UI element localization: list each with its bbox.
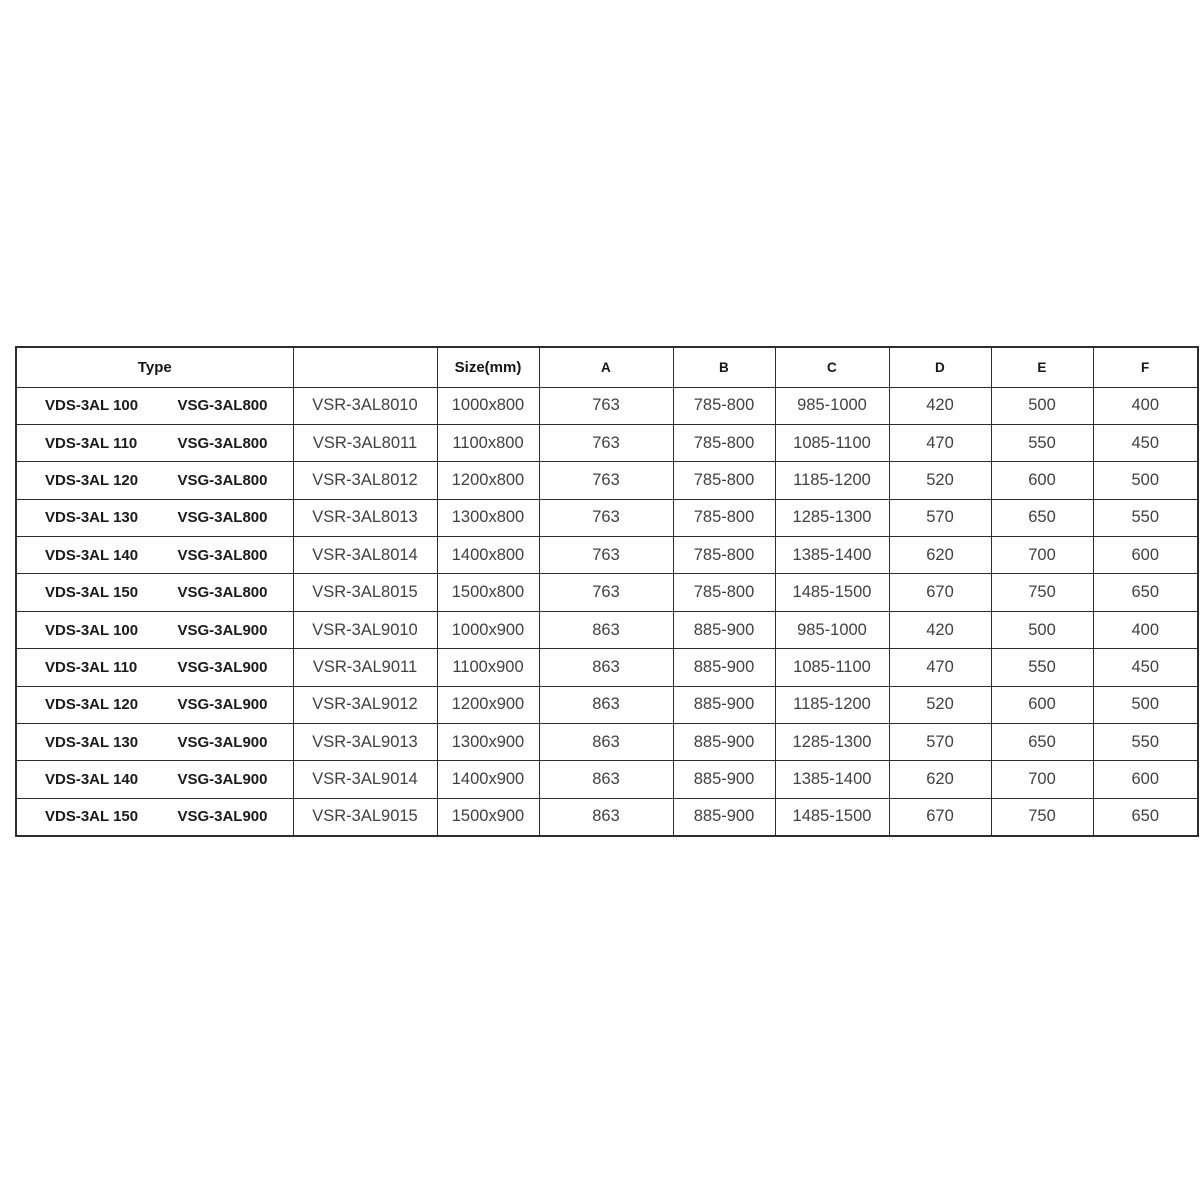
type-vds-label: VDS-3AL 130 [45, 733, 139, 751]
type-vds-label: VDS-3AL 120 [45, 471, 139, 489]
cell-dim-a: 763 [539, 424, 673, 461]
cell-dim-c: 1485-1500 [775, 574, 889, 611]
cell-dim-e: 700 [991, 761, 1093, 798]
cell-type [16, 686, 293, 723]
cell-dim-f: 450 [1093, 424, 1198, 461]
cell-dim-b: 785-800 [673, 387, 775, 424]
cell-dim-f: 500 [1093, 462, 1198, 499]
type-vds-label: VDS-3AL 100 [45, 621, 139, 639]
cell-dim-b: 885-900 [673, 724, 775, 761]
cell-model: VSR-3AL8010 [293, 387, 437, 424]
header-model [293, 347, 437, 387]
table-row [16, 387, 1198, 424]
cell-model: VSR-3AL8011 [293, 424, 437, 461]
cell-size: 1500x900 [437, 798, 539, 835]
type-vsg-label: VSG-3AL800 [177, 471, 268, 489]
cell-size: 1200x900 [437, 686, 539, 723]
cell-dim-f: 550 [1093, 499, 1198, 536]
cell-size: 1200x800 [437, 462, 539, 499]
cell-dim-c: 1385-1400 [775, 537, 889, 574]
cell-dim-b: 785-800 [673, 537, 775, 574]
type-vds-label: VDS-3AL 120 [45, 696, 139, 714]
header-a: A [539, 347, 673, 387]
cell-dim-c: 1085-1100 [775, 649, 889, 686]
cell-size: 1300x800 [437, 499, 539, 536]
type-cell-inner [17, 696, 293, 713]
cell-model: VSR-3AL9012 [293, 686, 437, 723]
cell-dim-e: 500 [991, 387, 1093, 424]
cell-dim-f: 400 [1093, 611, 1198, 648]
type-vsg-label: VSG-3AL800 [177, 546, 268, 564]
cell-model: VSR-3AL9013 [293, 724, 437, 761]
cell-dim-f: 400 [1093, 387, 1198, 424]
cell-dim-b: 785-800 [673, 574, 775, 611]
cell-size: 1500x800 [437, 574, 539, 611]
cell-model: VSR-3AL9015 [293, 798, 437, 835]
header-f: F [1093, 347, 1198, 387]
cell-dim-f: 450 [1093, 649, 1198, 686]
cell-dim-f: 600 [1093, 537, 1198, 574]
cell-dim-a: 763 [539, 387, 673, 424]
cell-model: VSR-3AL8012 [293, 462, 437, 499]
cell-dim-a: 863 [539, 611, 673, 648]
cell-dim-d: 520 [889, 462, 991, 499]
type-vsg-label: VSG-3AL800 [177, 397, 268, 415]
spec-table [15, 346, 1199, 837]
cell-dim-a: 763 [539, 537, 673, 574]
table-row [16, 649, 1198, 686]
cell-type [16, 761, 293, 798]
cell-type [16, 611, 293, 648]
type-vds-label: VDS-3AL 130 [45, 509, 139, 527]
cell-dim-b: 885-900 [673, 686, 775, 723]
cell-size: 1400x800 [437, 537, 539, 574]
type-cell-inner [17, 771, 293, 788]
cell-dim-e: 750 [991, 574, 1093, 611]
table-row [16, 537, 1198, 574]
header-d: D [889, 347, 991, 387]
table-row [16, 724, 1198, 761]
cell-dim-a: 863 [539, 761, 673, 798]
cell-type [16, 537, 293, 574]
header-e: E [991, 347, 1093, 387]
cell-dim-f: 550 [1093, 724, 1198, 761]
cell-dim-a: 863 [539, 649, 673, 686]
cell-dim-d: 520 [889, 686, 991, 723]
type-vsg-label: VSG-3AL900 [177, 621, 268, 639]
cell-dim-e: 550 [991, 424, 1093, 461]
table-row [16, 499, 1198, 536]
type-vsg-label: VSG-3AL900 [177, 771, 268, 789]
cell-dim-f: 650 [1093, 574, 1198, 611]
type-vds-label: VDS-3AL 150 [45, 808, 139, 826]
cell-dim-a: 863 [539, 686, 673, 723]
cell-dim-f: 650 [1093, 798, 1198, 835]
type-cell-inner [17, 659, 293, 676]
cell-size: 1300x900 [437, 724, 539, 761]
cell-dim-c: 985-1000 [775, 387, 889, 424]
cell-type [16, 798, 293, 835]
type-vds-label: VDS-3AL 140 [45, 546, 139, 564]
cell-size: 1000x900 [437, 611, 539, 648]
table-row [16, 424, 1198, 461]
cell-dim-b: 785-800 [673, 499, 775, 536]
table-row [16, 798, 1198, 835]
type-vsg-label: VSG-3AL900 [177, 808, 268, 826]
header-row [16, 347, 1198, 387]
header-b: B [673, 347, 775, 387]
cell-dim-a: 863 [539, 798, 673, 835]
cell-size: 1100x800 [437, 424, 539, 461]
cell-dim-d: 570 [889, 499, 991, 536]
cell-dim-c: 1285-1300 [775, 499, 889, 536]
type-vsg-label: VSG-3AL900 [177, 658, 268, 676]
cell-type [16, 499, 293, 536]
cell-dim-e: 550 [991, 649, 1093, 686]
type-vds-label: VDS-3AL 140 [45, 771, 139, 789]
table-row [16, 611, 1198, 648]
cell-dim-c: 1485-1500 [775, 798, 889, 835]
cell-dim-b: 885-900 [673, 798, 775, 835]
table-body [16, 387, 1198, 836]
cell-model: VSR-3AL8014 [293, 537, 437, 574]
cell-dim-f: 600 [1093, 761, 1198, 798]
cell-model: VSR-3AL9011 [293, 649, 437, 686]
type-cell-inner [17, 584, 293, 601]
cell-dim-b: 885-900 [673, 649, 775, 686]
cell-type [16, 574, 293, 611]
cell-dim-d: 470 [889, 424, 991, 461]
cell-type [16, 462, 293, 499]
table-row [16, 686, 1198, 723]
cell-dim-e: 650 [991, 724, 1093, 761]
cell-dim-b: 885-900 [673, 761, 775, 798]
cell-type [16, 649, 293, 686]
type-cell-inner [17, 734, 293, 751]
type-cell-inner [17, 435, 293, 452]
cell-dim-c: 1185-1200 [775, 462, 889, 499]
cell-dim-e: 700 [991, 537, 1093, 574]
cell-model: VSR-3AL8015 [293, 574, 437, 611]
type-cell-inner [17, 547, 293, 564]
cell-dim-d: 670 [889, 798, 991, 835]
type-vds-label: VDS-3AL 150 [45, 584, 139, 602]
type-cell-inner [17, 472, 293, 489]
cell-dim-b: 785-800 [673, 462, 775, 499]
cell-size: 1000x800 [437, 387, 539, 424]
cell-dim-a: 763 [539, 499, 673, 536]
type-vds-label: VDS-3AL 110 [45, 434, 138, 452]
type-cell-inner [17, 808, 293, 825]
cell-dim-e: 600 [991, 462, 1093, 499]
cell-size: 1100x900 [437, 649, 539, 686]
header-size: Size(mm) [437, 347, 539, 387]
type-vds-label: VDS-3AL 100 [45, 397, 139, 415]
cell-model: VSR-3AL9014 [293, 761, 437, 798]
cell-dim-e: 650 [991, 499, 1093, 536]
cell-dim-d: 470 [889, 649, 991, 686]
cell-dim-c: 1185-1200 [775, 686, 889, 723]
type-vsg-label: VSG-3AL900 [177, 733, 268, 751]
cell-type [16, 387, 293, 424]
cell-type [16, 724, 293, 761]
cell-dim-b: 885-900 [673, 611, 775, 648]
cell-dim-d: 420 [889, 387, 991, 424]
header-type: Type [16, 347, 293, 387]
cell-dim-f: 500 [1093, 686, 1198, 723]
cell-dim-e: 500 [991, 611, 1093, 648]
cell-dim-c: 1285-1300 [775, 724, 889, 761]
cell-dim-a: 863 [539, 724, 673, 761]
type-cell-inner [17, 509, 293, 526]
header-c: C [775, 347, 889, 387]
spec-table-container [15, 346, 1199, 837]
type-cell-inner [17, 397, 293, 414]
type-vsg-label: VSG-3AL800 [177, 434, 268, 452]
type-vsg-label: VSG-3AL800 [177, 584, 268, 602]
cell-dim-a: 763 [539, 574, 673, 611]
cell-size: 1400x900 [437, 761, 539, 798]
cell-dim-e: 600 [991, 686, 1093, 723]
cell-dim-e: 750 [991, 798, 1093, 835]
type-vds-label: VDS-3AL 110 [45, 658, 138, 676]
cell-model: VSR-3AL9010 [293, 611, 437, 648]
cell-dim-d: 420 [889, 611, 991, 648]
cell-dim-c: 1085-1100 [775, 424, 889, 461]
cell-dim-d: 570 [889, 724, 991, 761]
cell-dim-b: 785-800 [673, 424, 775, 461]
cell-type [16, 424, 293, 461]
cell-dim-d: 620 [889, 537, 991, 574]
table-row [16, 574, 1198, 611]
table-row [16, 462, 1198, 499]
cell-dim-c: 985-1000 [775, 611, 889, 648]
type-cell-inner [17, 622, 293, 639]
type-vsg-label: VSG-3AL800 [177, 509, 268, 527]
cell-dim-a: 763 [539, 462, 673, 499]
type-vsg-label: VSG-3AL900 [177, 696, 268, 714]
cell-model: VSR-3AL8013 [293, 499, 437, 536]
table-row [16, 761, 1198, 798]
cell-dim-d: 670 [889, 574, 991, 611]
cell-dim-d: 620 [889, 761, 991, 798]
cell-dim-c: 1385-1400 [775, 761, 889, 798]
